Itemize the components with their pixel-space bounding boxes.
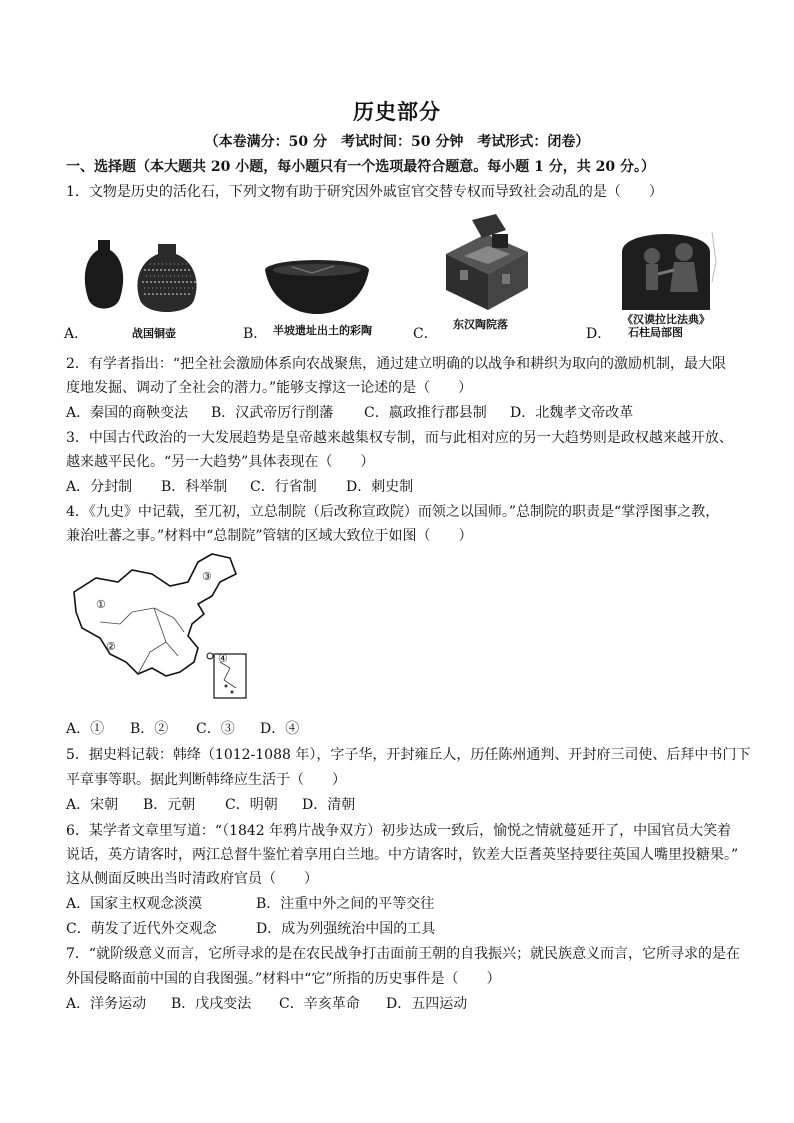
painted-pottery-image	[262, 258, 372, 320]
question-2-line-2: 度地发掘、调动了全社会的潜力。”能够支撑这一论述的是（ ）	[66, 380, 473, 396]
q3-option-c: C．行省制	[250, 479, 317, 495]
question-7-line-2: 外国侵略面前中国的自我图强。”材料中“它”所指的历史事件是（ ）	[66, 971, 501, 987]
q7-option-b: B．戊戌变法	[171, 996, 252, 1012]
question-3-line-2: 越来越平民化。“另一大趋势”具体表现在（ ）	[66, 454, 375, 470]
q1-option-c-caption: 东汉陶院落	[453, 318, 508, 331]
question-5-line-2: 平章事等职。据此判断韩绛应生活于（ ）	[66, 772, 346, 788]
exam-info: （本卷满分：50 分 考试时间：50 分钟 考试形式：闭卷）	[204, 134, 590, 150]
question-6-line-2: 说话，英方请客时，两江总督牛鉴忙着享用白兰地。中方请客时，钦差大臣耆英坚持要往英国人嘴里投糖果。”	[66, 847, 739, 863]
q4-option-a: A．①	[66, 721, 105, 737]
map-label-4: ④	[218, 652, 228, 665]
q4-option-c: C．③	[196, 721, 235, 737]
q2-option-c: C．嬴政推行郡县制	[364, 405, 487, 421]
q3-option-a: A．分封制	[66, 479, 133, 495]
q5-option-b: B．元朝	[143, 797, 196, 813]
q1-option-a-caption: 战国铜壶	[132, 327, 176, 340]
q2-option-a: A．秦国的商鞅变法	[66, 405, 189, 421]
question-4-line-2: 兼治吐蕃之事。”材料中“总制院”管辖的区域大致位于如图（ ）	[66, 528, 473, 544]
q1-option-d-caption-2: 石柱局部图	[628, 326, 683, 339]
pottery-courtyard-image	[436, 214, 536, 318]
q3-option-d: D．刺史制	[346, 479, 414, 495]
china-map-image	[70, 552, 250, 706]
question-6-line-3: 这从侧面反映出当时清政府官员（ ）	[66, 871, 318, 887]
question-1-stem: 1．文物是历史的活化石，下列文物有助于研究因外戚宦官交替专权而导致社会动乱的是（ ）	[66, 184, 663, 200]
question-6-line-1: 6．某学者文章里写道：“（1842 年鸦片战争双方）初步达成一致后，愉悦之情就蔓延开了，中国官员大笑着	[66, 823, 732, 839]
q5-option-c: C．明朝	[225, 797, 278, 813]
q5-option-d: D．清朝	[302, 797, 356, 813]
question-4-line-1: 4．《九史》中记载，至兀初，立总制院（后改称宣政院）而领之以国师。”总制院的职责是“掌浮图事之教，	[66, 504, 720, 520]
q2-option-b: B．汉武帝厉行削藩	[211, 405, 334, 421]
q6-option-d: D．成为列强统治中国的工具	[256, 921, 436, 937]
q4-option-d: D．④	[260, 721, 300, 737]
q1-option-d-letter: D．	[586, 326, 612, 342]
q1-option-c-letter: C．	[413, 326, 438, 342]
q6-option-c: C．萌发了近代外交观念	[66, 921, 217, 937]
question-7-line-1: 7．“就阶级意义而言，它所寻求的是在农民战争打击面前王朝的自我振兴；就民族意义而言，它所寻求的是在	[66, 946, 741, 962]
question-2-line-1: 2．有学者指出：“把全社会激励体系向农战聚焦，通过建立明确的以战争和耕织为取向的激励机制，最大限	[66, 356, 727, 372]
bronze-pot-image	[80, 240, 210, 324]
q7-option-a: A．洋务运动	[66, 996, 147, 1012]
question-5-line-1: 5．据史料记载：韩绛（1012-1088 年），字子华，开封雍丘人，历任陈州通判、开封府三司使、后拜中书门下	[66, 747, 751, 763]
q1-option-b-letter: B．	[243, 326, 268, 342]
q1-option-a-letter: A．	[64, 326, 89, 342]
question-3-line-1: 3．中国古代政治的一大发展趋势是皇帝越来越集权专制，而与此相对应的另一大趋势则是政权越来越开放、	[66, 430, 733, 446]
q6-option-b: B．注重中外之间的平等交往	[256, 896, 435, 912]
q1-option-b-caption: 半坡遗址出土的彩陶	[273, 324, 372, 337]
map-label-2: ②	[106, 640, 116, 653]
map-label-1: ①	[96, 598, 106, 611]
q6-option-a: A．国家主权观念淡漠	[66, 896, 203, 912]
map-label-3: ③	[202, 570, 212, 583]
q7-option-d: D．五四运动	[386, 996, 468, 1012]
q4-option-b: B．②	[130, 721, 169, 737]
q2-option-d: D．北魏孝文帝改革	[510, 405, 634, 421]
hammurabi-stele-image	[612, 222, 720, 314]
q3-option-b: B．科举制	[161, 479, 228, 495]
section-heading: 一、选择题（本大题共 20 小题，每小题只有一个选项最符合题意。每小题 1 分，共 20 分。）	[66, 159, 655, 175]
q7-option-c: C．辛亥革命	[279, 996, 360, 1012]
q5-option-a: A．宋朝	[66, 797, 119, 813]
q1-option-d-caption: 《汉谟拉比法典》	[622, 313, 710, 326]
page-title: 历史部分	[353, 99, 441, 124]
